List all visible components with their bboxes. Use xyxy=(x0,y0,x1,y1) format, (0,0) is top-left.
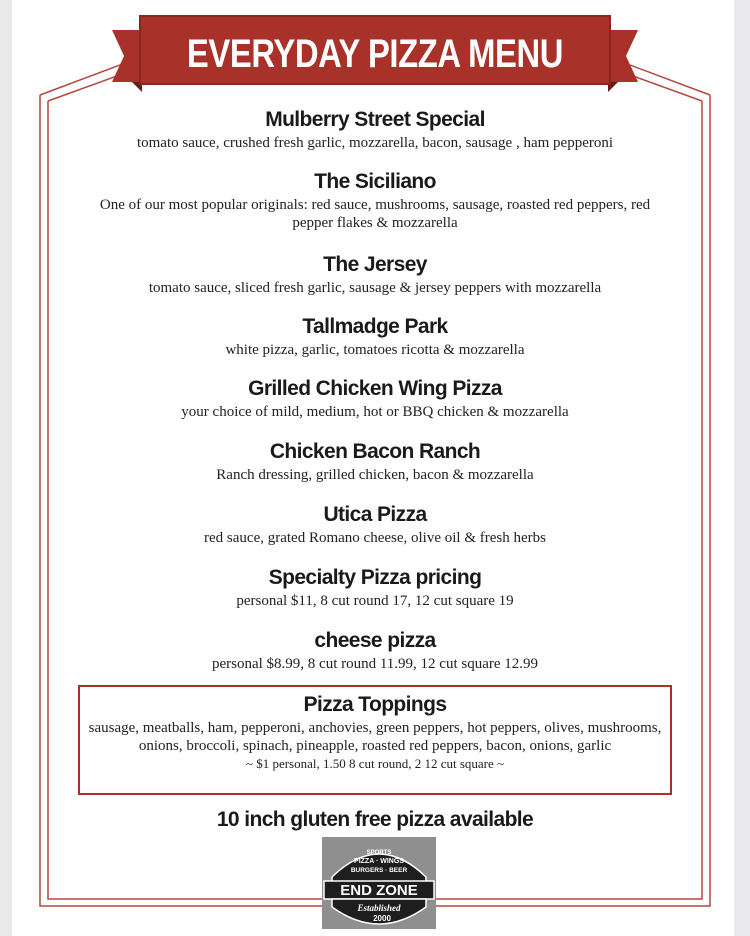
item-description: Ranch dressing, grilled chicken, bacon & mozzarella xyxy=(216,467,534,483)
item-name: Mulberry Street Special xyxy=(265,108,485,131)
item-name: The Jersey xyxy=(323,253,427,276)
item-description: white pizza, garlic, tomatoes ricotta & mozzarella xyxy=(225,342,525,358)
logo-sports: SPORTS xyxy=(366,850,392,856)
item-name: cheese pizza xyxy=(314,629,436,652)
menu-item xyxy=(78,627,672,687)
item-name: Grilled Chicken Wing Pizza xyxy=(248,377,502,400)
item-description: tomato sauce, crushed fresh garlic, mozzarella, bacon, sausage , ham pepperoni xyxy=(136,135,614,151)
menu-item xyxy=(78,501,672,564)
item-description: personal $8.99, 8 cut round 11.99, 12 cut square 12.99 xyxy=(211,656,539,672)
gluten-free-note: 10 inch gluten free pizza available xyxy=(216,808,534,831)
menu-item xyxy=(78,168,672,251)
logo-name: END ZONE xyxy=(340,882,418,899)
menu-item xyxy=(78,251,672,313)
item-name: Chicken Bacon Ranch xyxy=(269,440,481,463)
item-description: red sauce, grated Romano cheese, olive oil & fresh herbs xyxy=(204,530,546,546)
item-description: One of our most popular originals: red sauce, mushrooms, sausage, roasted red peppers, red pepper flakes & mozzarella xyxy=(99,197,651,231)
toppings-title: Pizza Toppings xyxy=(303,693,447,716)
toppings-list: sausage, meatballs, ham, pepperoni, anchovies, green peppers, hot peppers, olives, mushrooms, onions, broccoli, spinach, pineapple, roasted red peppers, bacon, onions, garlic xyxy=(88,720,662,754)
toppings-price: ~ $1 personal, 1.50 8 cut round, 2 12 cut square ~ xyxy=(245,756,505,771)
item-name: Utica Pizza xyxy=(323,503,427,526)
item-name: Tallmadge Park xyxy=(302,315,448,338)
end-zone-logo xyxy=(322,837,436,929)
item-description: personal $11, 8 cut round 17, 12 cut square 19 xyxy=(236,593,514,609)
item-name: The Siciliano xyxy=(314,170,436,193)
toppings-box xyxy=(78,685,672,795)
logo-established: Established xyxy=(357,903,401,913)
menu-item xyxy=(78,375,672,438)
pizza-list xyxy=(78,106,672,687)
menu-item xyxy=(78,438,672,501)
item-description: your choice of mild, medium, hot or BBQ chicken & mozzarella xyxy=(181,404,569,420)
logo-burgers-beer: BURGERS · BEER xyxy=(350,867,408,874)
logo-pizza-wings: PIZZA · WINGS xyxy=(354,858,404,865)
menu-item xyxy=(78,106,672,168)
menu-title: EVERYDAY PIZZA MENU xyxy=(186,31,564,76)
item-description: tomato sauce, sliced fresh garlic, sausage & jersey peppers with mozzarella xyxy=(148,280,602,296)
menu-item xyxy=(78,564,672,627)
item-name: Specialty Pizza pricing xyxy=(268,566,482,589)
logo-year: 2000 xyxy=(373,914,391,923)
menu-item xyxy=(78,313,672,375)
